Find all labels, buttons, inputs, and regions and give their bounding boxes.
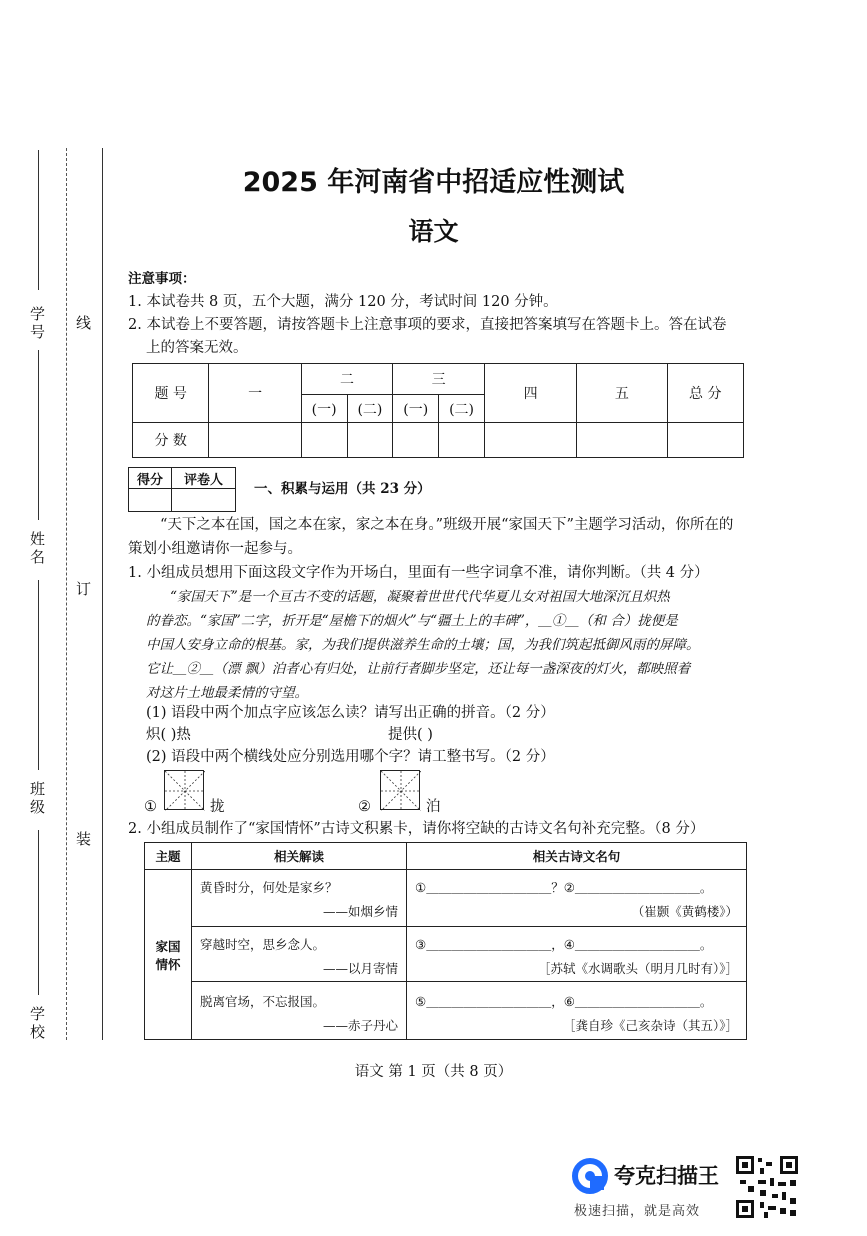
grader-reviewer-cell bbox=[172, 489, 236, 512]
binding-line-mark: 线 bbox=[76, 314, 92, 332]
poem-row-2-lines bbox=[407, 927, 747, 982]
col-header-1: 一 bbox=[209, 364, 301, 423]
scanner-logo-icon bbox=[570, 1156, 610, 1196]
passage-line-3: 中国人安身立命的根基。家，为我们提供滋养生命的土壤；国，为我们筑起抵御风雨的屏障。 bbox=[146, 637, 700, 653]
grader-score-label: 得分 bbox=[129, 468, 172, 489]
poem-row-3-text: 脱离官场，不忘报国。 bbox=[200, 994, 326, 1009]
grader-reviewer-label: 评卷人 bbox=[172, 468, 236, 489]
score-cell bbox=[577, 423, 667, 458]
score-table bbox=[132, 363, 744, 458]
notice-item-2-cont: 上的答案无效。 bbox=[146, 340, 248, 356]
poem-header-interp: 相关解读 bbox=[192, 843, 407, 870]
poem-row-2-interp bbox=[192, 927, 407, 982]
name-label: 姓名 bbox=[30, 530, 46, 566]
score-cell bbox=[347, 423, 393, 458]
blank-2-suffix: 泊 bbox=[426, 799, 441, 815]
blank-1-suffix: 拢 bbox=[210, 799, 225, 815]
poem-row-2-text: 穿越时空，思乡念人。 bbox=[200, 937, 326, 952]
sub-header-2-2: (二) bbox=[347, 395, 393, 423]
poem-row-1-tag: ——如烟乡情 bbox=[322, 904, 398, 919]
score-cell bbox=[667, 423, 743, 458]
question-1: 1. 小组成员想用下面这段文字作为开场白，里面有一些字词拿不准，请你判断。（共 4 分） bbox=[128, 565, 709, 581]
passage-line-5: 对这片土地最柔情的守望。 bbox=[146, 685, 308, 701]
row-label-question: 题 号 bbox=[133, 364, 209, 423]
binding-bind-mark: 装 bbox=[76, 830, 92, 848]
poem-header-lines: 相关古诗文名句 bbox=[407, 843, 747, 870]
row-label-score: 分 数 bbox=[133, 423, 209, 458]
col-header-2: 二 bbox=[301, 364, 393, 395]
passage-line-2: 的眷恋。“家国”二字，折开是“屋檐下的烟火”与“疆土上的丰碑”，＿①＿（和 合）拢便是 bbox=[146, 613, 678, 629]
class-line bbox=[38, 580, 39, 770]
blank-1-number: ① bbox=[144, 799, 157, 815]
poem-row-3-interp bbox=[192, 982, 407, 1040]
sub-header-3-1: (一) bbox=[393, 395, 439, 423]
blank-2-number: ② bbox=[358, 799, 371, 815]
scanner-brand: 夸克扫描王 bbox=[614, 1164, 719, 1188]
class-label: 班级 bbox=[30, 780, 46, 816]
cut-line bbox=[66, 148, 67, 1040]
grader-box bbox=[128, 467, 236, 512]
poem-row-3-blanks: ⑤＿＿＿＿＿＿＿＿＿＿，⑥＿＿＿＿＿＿＿＿＿＿。 bbox=[415, 994, 713, 1009]
exam-title: 2025 年河南省中招适应性测试 bbox=[242, 167, 625, 198]
poem-theme: 家国情怀 bbox=[145, 870, 192, 1040]
student-id-label: 学号 bbox=[30, 305, 46, 341]
sub-header-2-1: (一) bbox=[301, 395, 347, 423]
binding-border bbox=[102, 148, 103, 1040]
name-line bbox=[38, 350, 39, 520]
poem-row-3-tag: ——赤子丹心 bbox=[322, 1018, 398, 1033]
question-1-2: (2) 语段中两个横线处应分别选用哪个字？请工整书写。（2 分） bbox=[146, 749, 555, 765]
poem-row-1-blanks: ①＿＿＿＿＿＿＿＿＿＿？②＿＿＿＿＿＿＿＿＿＿。 bbox=[415, 880, 713, 895]
pinyin-blank-2: 提供( ) bbox=[388, 727, 433, 743]
sub-header-3-2: (二) bbox=[439, 395, 485, 423]
poem-row-3-lines bbox=[407, 982, 747, 1040]
col-header-total: 总 分 bbox=[667, 364, 743, 423]
score-cell bbox=[393, 423, 439, 458]
school-line bbox=[38, 830, 39, 995]
notice-heading: 注意事项： bbox=[128, 271, 196, 287]
notice-item-1: 1. 本试卷共 8 页，五个大题，满分 120 分，考试时间 120 分钟。 bbox=[128, 294, 558, 310]
poem-row-1-lines bbox=[407, 870, 747, 927]
score-cell bbox=[301, 423, 347, 458]
score-cell bbox=[209, 423, 301, 458]
grader-score-cell bbox=[129, 489, 172, 512]
page-footer: 语文 第 1 页（共 8 页） bbox=[354, 1064, 513, 1080]
poem-row-1-interp bbox=[192, 870, 407, 927]
notice-item-2: 2. 本试卷上不要答题，请按答题卡上注意事项的要求，直接把答案填写在答题卡上。答在试卷 bbox=[128, 317, 727, 333]
pinyin-blank-1: 炽( )热 bbox=[146, 727, 191, 743]
section-1-title: 一、积累与运用（共 23 分） bbox=[254, 481, 431, 497]
passage-line-1: “家国天下”是一个亘古不变的话题，凝聚着世世代代华夏儿女对祖国大地深沉且炽热 bbox=[170, 589, 670, 605]
col-header-4: 四 bbox=[484, 364, 576, 423]
score-cell bbox=[439, 423, 485, 458]
passage-line-4: 它让＿②＿（漂 飘）泊者心有归处，让前行者脚步坚定，还让每一盏深夜的灯火，都映照着 bbox=[146, 661, 691, 677]
scanner-slogan: 极速扫描，就是高效 bbox=[574, 1204, 701, 1219]
poem-row-2-tag: ——以月寄情 bbox=[322, 961, 398, 976]
poem-row-3-source: ［龚自珍《己亥杂诗（其五）》］ bbox=[562, 1018, 738, 1033]
poem-row-1-text: 黄昏时分，何处是家乡？ bbox=[200, 880, 338, 895]
col-header-5: 五 bbox=[577, 364, 667, 423]
question-1-1: (1) 语段中两个加点字应该怎么读？请写出正确的拼音。（2 分） bbox=[146, 705, 555, 721]
scanner-watermark bbox=[570, 1150, 810, 1230]
poem-row-2-blanks: ③＿＿＿＿＿＿＿＿＿＿，④＿＿＿＿＿＿＿＿＿＿。 bbox=[415, 937, 713, 952]
qr-code-icon bbox=[734, 1154, 800, 1220]
section-1-intro: “天下之本在国，国之本在家，家之本在身。”班级开展“家国天下”主题学习活动，你所在的 bbox=[160, 517, 734, 533]
poem-header-theme: 主题 bbox=[145, 843, 192, 870]
writing-grid-1 bbox=[164, 770, 204, 810]
binding-staple-mark: 订 bbox=[76, 580, 92, 598]
writing-grid-2 bbox=[380, 770, 420, 810]
col-header-3: 三 bbox=[393, 364, 485, 395]
exam-subject: 语文 bbox=[408, 217, 459, 246]
question-2: 2. 小组成员制作了“家国情怀”古诗文积累卡，请你将空缺的古诗文名句补充完整。（8 分） bbox=[128, 821, 705, 837]
score-cell bbox=[484, 423, 576, 458]
poem-row-2-source: ［苏轼《水调歌头（明月几时有）》］ bbox=[537, 961, 738, 976]
section-1-intro-cont: 策划小组邀请你一起参与。 bbox=[128, 541, 302, 557]
school-label: 学校 bbox=[30, 1005, 46, 1041]
poem-row-1-source: （崔颢《黄鹤楼》） bbox=[631, 904, 738, 919]
poem-table bbox=[144, 842, 747, 1040]
